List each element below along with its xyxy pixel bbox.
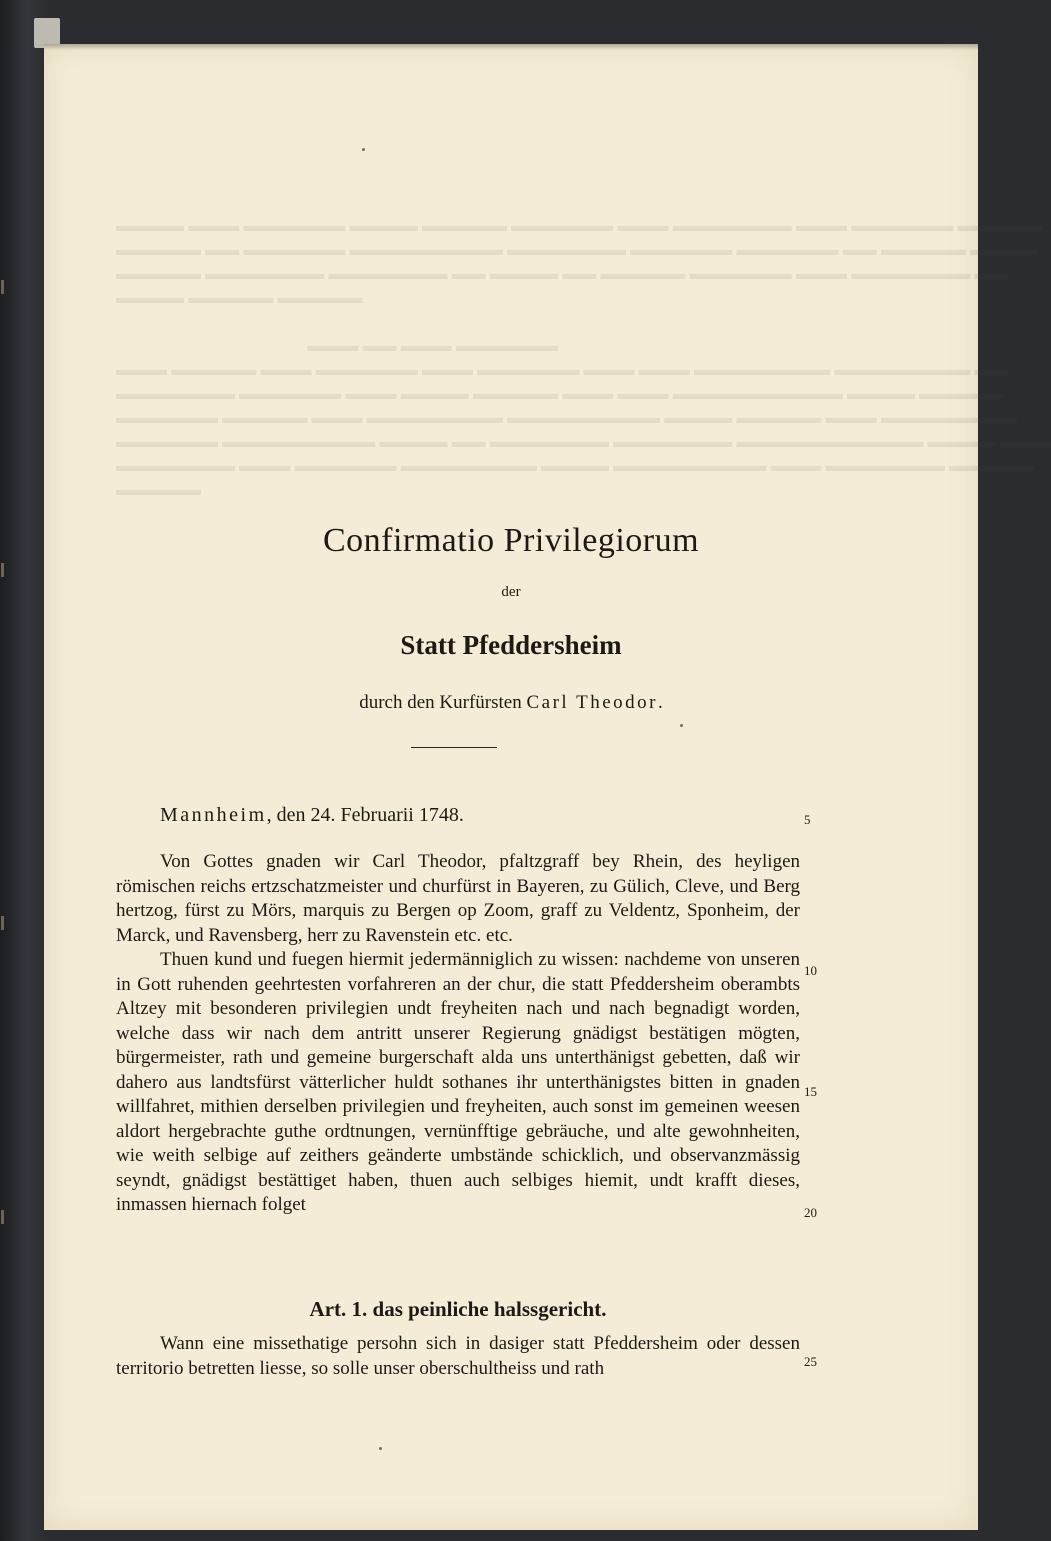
document-title: Confirmatio Privilegiorum <box>322 522 700 559</box>
dateline-date: , den 24. Februarii 1748. <box>266 804 464 826</box>
binding-thread <box>1 1210 4 1224</box>
page-top-shadow <box>44 44 978 50</box>
city-name: Statt Pfeddersheim <box>400 630 622 660</box>
dateline-place: Mannheim <box>160 804 267 826</box>
binding-thread <box>1 916 4 930</box>
line-number: 20 <box>804 1205 817 1220</box>
binding-thread <box>1 280 4 294</box>
line-number: 15 <box>804 1084 817 1099</box>
article-1-heading: Art. 1. das peinliche halssgericht. <box>309 1297 607 1321</box>
document-page <box>44 44 1051 1530</box>
paper-speck <box>379 1447 382 1450</box>
line-number: 5 <box>804 812 811 827</box>
title-connector: der <box>501 584 521 600</box>
dateline <box>160 804 464 827</box>
paper-speck <box>680 724 683 727</box>
line-number: 10 <box>804 963 817 978</box>
body-text-article-1 <box>116 1332 800 1381</box>
issuer-suffix: . <box>658 692 663 713</box>
show-through-texture: ▬▬▬▬ ▬▬▬ ▬▬▬▬▬▬ ▬▬▬▬ ▬▬▬▬▬ ▬▬▬▬▬▬ ▬▬▬ ▬▬▬▬▬▬▬ ▬▬▬ ▬▬▬▬▬▬ ▬▬▬▬▬ ▬▬▬▬▬ ▬▬ ▬▬▬▬▬▬ ▬▬▬▬▬▬▬▬▬ ▬▬▬▬▬▬▬ ▬▬▬▬▬▬ ▬▬▬▬▬▬ ▬▬ ▬▬▬▬▬ ▬▬▬▬ ▬▬▬▬▬ ▬▬▬▬▬▬▬ ▬▬▬▬▬▬▬ ▬▬ ▬▬▬▬ ▬▬ ▬▬▬▬▬ ▬▬▬▬▬▬ ▬▬▬ ▬▬▬▬▬▬▬ ▬▬ ▬▬▬▬ ▬▬▬▬▬ ▬▬▬▬▬ ▬▬▬ ▬▬ ▬▬▬ ▬▬▬▬▬▬ ▬▬▬ ▬▬▬▬▬ ▬▬▬ ▬▬▬▬▬▬ ▬▬▬ ▬▬▬▬▬▬ ▬▬▬ ▬▬▬ ▬▬▬▬▬▬▬▬ ▬▬▬▬▬▬▬▬ ▬▬ ▬▬▬▬▬▬▬ ▬▬▬▬▬▬ ▬▬▬ ▬▬▬▬ ▬▬▬▬▬ ▬▬▬ ▬▬▬ ▬▬▬▬▬▬▬▬▬▬ ▬▬▬▬ ▬▬▬▬▬ ▬▬▬▬▬▬ ▬▬▬▬▬ ▬▬▬ ▬▬▬▬▬▬▬▬ ▬▬▬▬▬▬▬▬▬ ▬▬▬▬ ▬▬▬▬▬ ▬▬▬ ▬▬▬▬▬▬▬▬ ▬▬▬▬▬▬ ▬▬▬▬▬▬▬▬▬ ▬▬▬▬ ▬▬ ▬▬▬▬▬▬▬ ▬▬▬▬▬▬▬ ▬▬▬▬▬▬▬▬▬▬▬ ▬▬▬▬ ▬▬▬ ▬▬▬▬▬▬▬ ▬▬▬ ▬▬▬▬▬▬ ▬▬▬▬▬▬▬▬ ▬▬▬▬ ▬▬▬▬▬▬▬▬▬ ▬▬▬ ▬▬▬▬▬▬▬ ▬▬▬▬▬ ▬▬▬▬▬ <box>116 216 1051 499</box>
issuer-name: Carl Theodor <box>526 692 658 713</box>
binding-thread <box>1 563 4 577</box>
paragraph-preamble: Thuen kund und fuegen hiermit jedermänniglich zu wissen: nachdeme von unseren in Gott ruhenden geehrtesten vorfahreren an der chur, die statt Pfeddersheim oberambts Altzey mit besonderen privilegien undt freyheiten nach und nach begnadigt worden, welche dass wir nach dem antritt unserer Regierung gnädigst bestätigen mögten, bürgermeister, rath und gemeine burgerschaft alda uns unterthänigst gebetten, daß wir dahero aus landtsfürst vätterlicher huldt sothanes ihr unterthänigstes bitten in gnaden willfahret, mithien derselben privilegien und freyheiten, auch sonst im gemeinen weesen aldort hergebrachte guthe ordtnungen, vernünfftige gebräuche, und alte gewohnheiten, wie weith selbige auf zeithers geänderte umbstände schicklich, und observanzmässig seyndt, gnädigst bestättiget haben, thuen auch selbiges hiemit, undt krafft dieses, inmassen hiernach folget <box>116 949 800 1215</box>
paragraph-article-1: Wann eine missethatige persohn sich in dasiger statt Pfeddersheim oder dessen territorio betretten liesse, so solle unser oberschultheiss und rath <box>116 1333 800 1379</box>
title-divider <box>411 747 497 748</box>
issuer-prefix: durch den Kurfürsten <box>359 692 522 713</box>
book-spine <box>0 0 48 1541</box>
body-text <box>116 850 800 1218</box>
paragraph-titles: Von Gottes gnaden wir Carl Theodor, pfaltzgraff bey Rhein, des heyligen römischen reichs ertzschatzmeister und churfürst in Bayeren, zu Gülich, Cleve, und Berg hertzog, fürst zu Mörs, marquis zu Bergen op Zoom, graff zu Veldentz, Sponheim, der Marck, und Ravensberg, herr zu Ravenstein etc. etc. <box>116 851 800 946</box>
paper-speck <box>362 148 365 151</box>
issuer-line <box>44 692 978 714</box>
line-number: 25 <box>804 1354 817 1369</box>
